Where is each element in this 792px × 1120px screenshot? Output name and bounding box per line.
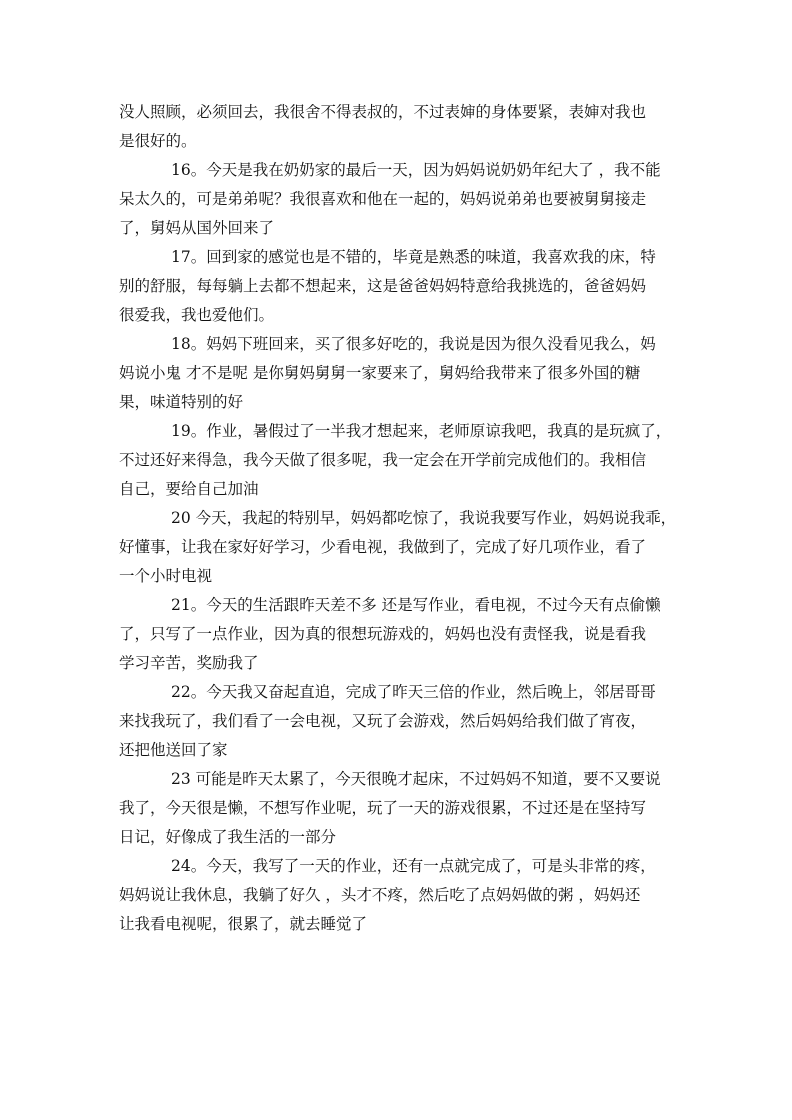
text-line: 妈妈说让我休息，我躺了好久 ，头才不疼，然后吃了点妈妈做的粥 ，妈妈还 [119,886,641,904]
text-line: 学习辛苦，奖励我了 [119,654,259,672]
paragraph-18 [119,330,679,417]
text-line: 20 今天，我起的特别早，妈妈都吃惊了，我说我要写作业，妈妈说我乖， [171,509,677,527]
text-line: 自己，要给自己加油 [119,480,259,498]
paragraph-16 [119,156,679,243]
paragraph-21 [119,591,679,678]
text-line: 不过还好来得急，我今天做了很多呢，我一定会在开学前完成他们的。我相信 [119,451,647,469]
text-line: 一个小时电视 [119,567,213,585]
paragraph-23 [119,765,679,852]
text-line: 妈说小鬼 才不是呢 是你舅妈舅舅一家要来了，舅妈给我带来了很多外国的糖 [119,364,641,382]
text-line: 16。今天是我在奶奶家的最后一天，因为妈妈说奶奶年纪大了 ，我不能 [171,161,661,179]
text-line: 17。回到家的感觉也是不错的，毕竟是熟悉的味道，我喜欢我的床，特 [171,248,656,266]
paragraph-20 [119,504,679,591]
text-line: 我了，今天很是懒，不想写作业呢，玩了一天的游戏很累，不过还是在坚持写 [119,799,647,817]
text-line: 别的舒服，每每躺上去都不想起来，这是爸爸妈妈特意给我挑选的，爸爸妈妈 [119,277,647,295]
paragraph-17 [119,243,679,330]
text-line: 了，只写了一点作业，因为真的很想玩游戏的，妈妈也没有责怪我，说是看我 [119,625,647,643]
text-line: 来找我玩了，我们看了一会电视，又玩了会游戏，然后妈妈给我们做了宵夜， [119,712,647,730]
text-line: 还把他送回了家 [119,741,228,759]
text-line: 没人照顾，必须回去，我很舍不得表叔的，不过表婶的身体要紧，表婶对我也 [119,103,647,121]
text-line: 21。今天的生活跟昨天差不多 还是写作业，看电视，不过今天有点偷懒 [171,596,661,614]
paragraph-24 [119,852,679,939]
paragraph-19 [119,417,679,504]
text-line: 18。妈妈下班回来，买了很多好吃的，我说是因为很久没看见我么，妈 [171,335,656,353]
text-line: 19。作业，暑假过了一半我才想起来，老师原谅我吧，我真的是玩疯了， [171,422,672,440]
text-line: 是很好的。 [119,132,197,150]
text-line: 日记，好像成了我生活的一部分 [119,828,337,846]
text-line: 果，味道特别的好 [119,393,244,411]
text-line: 很爱我，我也爱他们。 [119,306,275,324]
text-line: 23 可能是昨天太累了，今天很晚才起床，不过妈妈不知道，要不又要说 [171,770,661,788]
text-line: 了，舅妈从国外回来了 [119,219,275,237]
diary-text [119,98,679,939]
text-line: 22。今天我又奋起直追，完成了昨天三倍的作业，然后晚上，邻居哥哥 [171,683,656,701]
text-line: 好懂事，让我在家好好学习，少看电视，我做到了，完成了好几项作业，看了 [119,538,647,556]
text-line: 24。今天，我写了一天的作业，还有一点就完成了，可是头非常的疼， [171,857,656,875]
paragraph-22 [119,678,679,765]
text-line: 呆太久的，可是弟弟呢？我很喜欢和他在一起的，妈妈说弟弟也要被舅舅接走 [119,190,647,208]
paragraph-15-continuation [119,98,679,156]
text-line: 让我看电视呢，很累了，就去睡觉了 [119,915,368,933]
